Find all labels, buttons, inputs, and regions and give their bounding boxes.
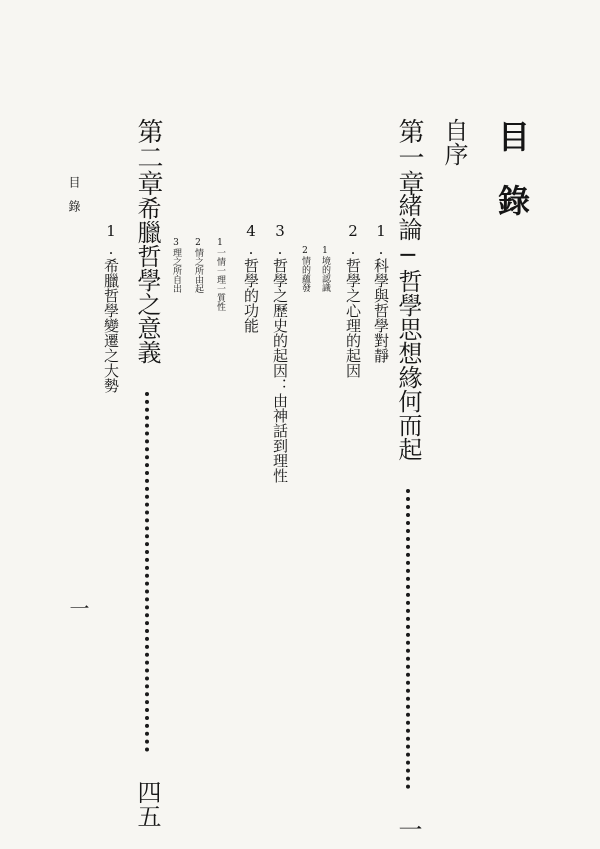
- subsection-1-2-1: 1境的認識: [320, 246, 330, 292]
- chapter-2-title-line: [135, 196, 159, 828]
- chapter-2-title: 希臘哲學之意義: [133, 196, 161, 364]
- section-1-1: 1.科學與哲學對靜: [372, 222, 390, 363]
- section-1-3: 3.哲學之歷史的起因：由神話到理性: [271, 222, 289, 483]
- dot-leader: [145, 392, 149, 752]
- subsection-1-4-1: 1一情一理一質性: [215, 238, 225, 311]
- chapter-2-label: 第二章: [133, 118, 163, 196]
- running-header: 目 錄: [67, 176, 81, 212]
- subsection-1-2-2: 2情的蘊發: [300, 246, 310, 292]
- chapter-1-title-line: [396, 193, 420, 841]
- toc-entry-preface: 自序: [440, 118, 468, 166]
- chapter-1-title: 緒論─哲學思想緣何而起: [394, 193, 422, 461]
- subsection-1-4-2: 2情之所由起: [193, 238, 203, 293]
- subsection-1-4-3: 3理之所自出: [171, 238, 181, 293]
- page-number: 一: [66, 598, 90, 618]
- section-1-4: 4.哲學的功能: [242, 222, 260, 333]
- section-2-1: 1.希臘哲學變遷之大勢: [102, 222, 120, 393]
- section-1-2: 2.哲學之心理的起因: [344, 222, 362, 378]
- chapter-2-page: 四五: [133, 780, 161, 828]
- page-title: 目 錄: [493, 120, 531, 216]
- chapter-1-page: 一: [394, 817, 422, 841]
- dot-leader: [406, 489, 410, 789]
- chapter-1-label: 第一章: [394, 118, 424, 196]
